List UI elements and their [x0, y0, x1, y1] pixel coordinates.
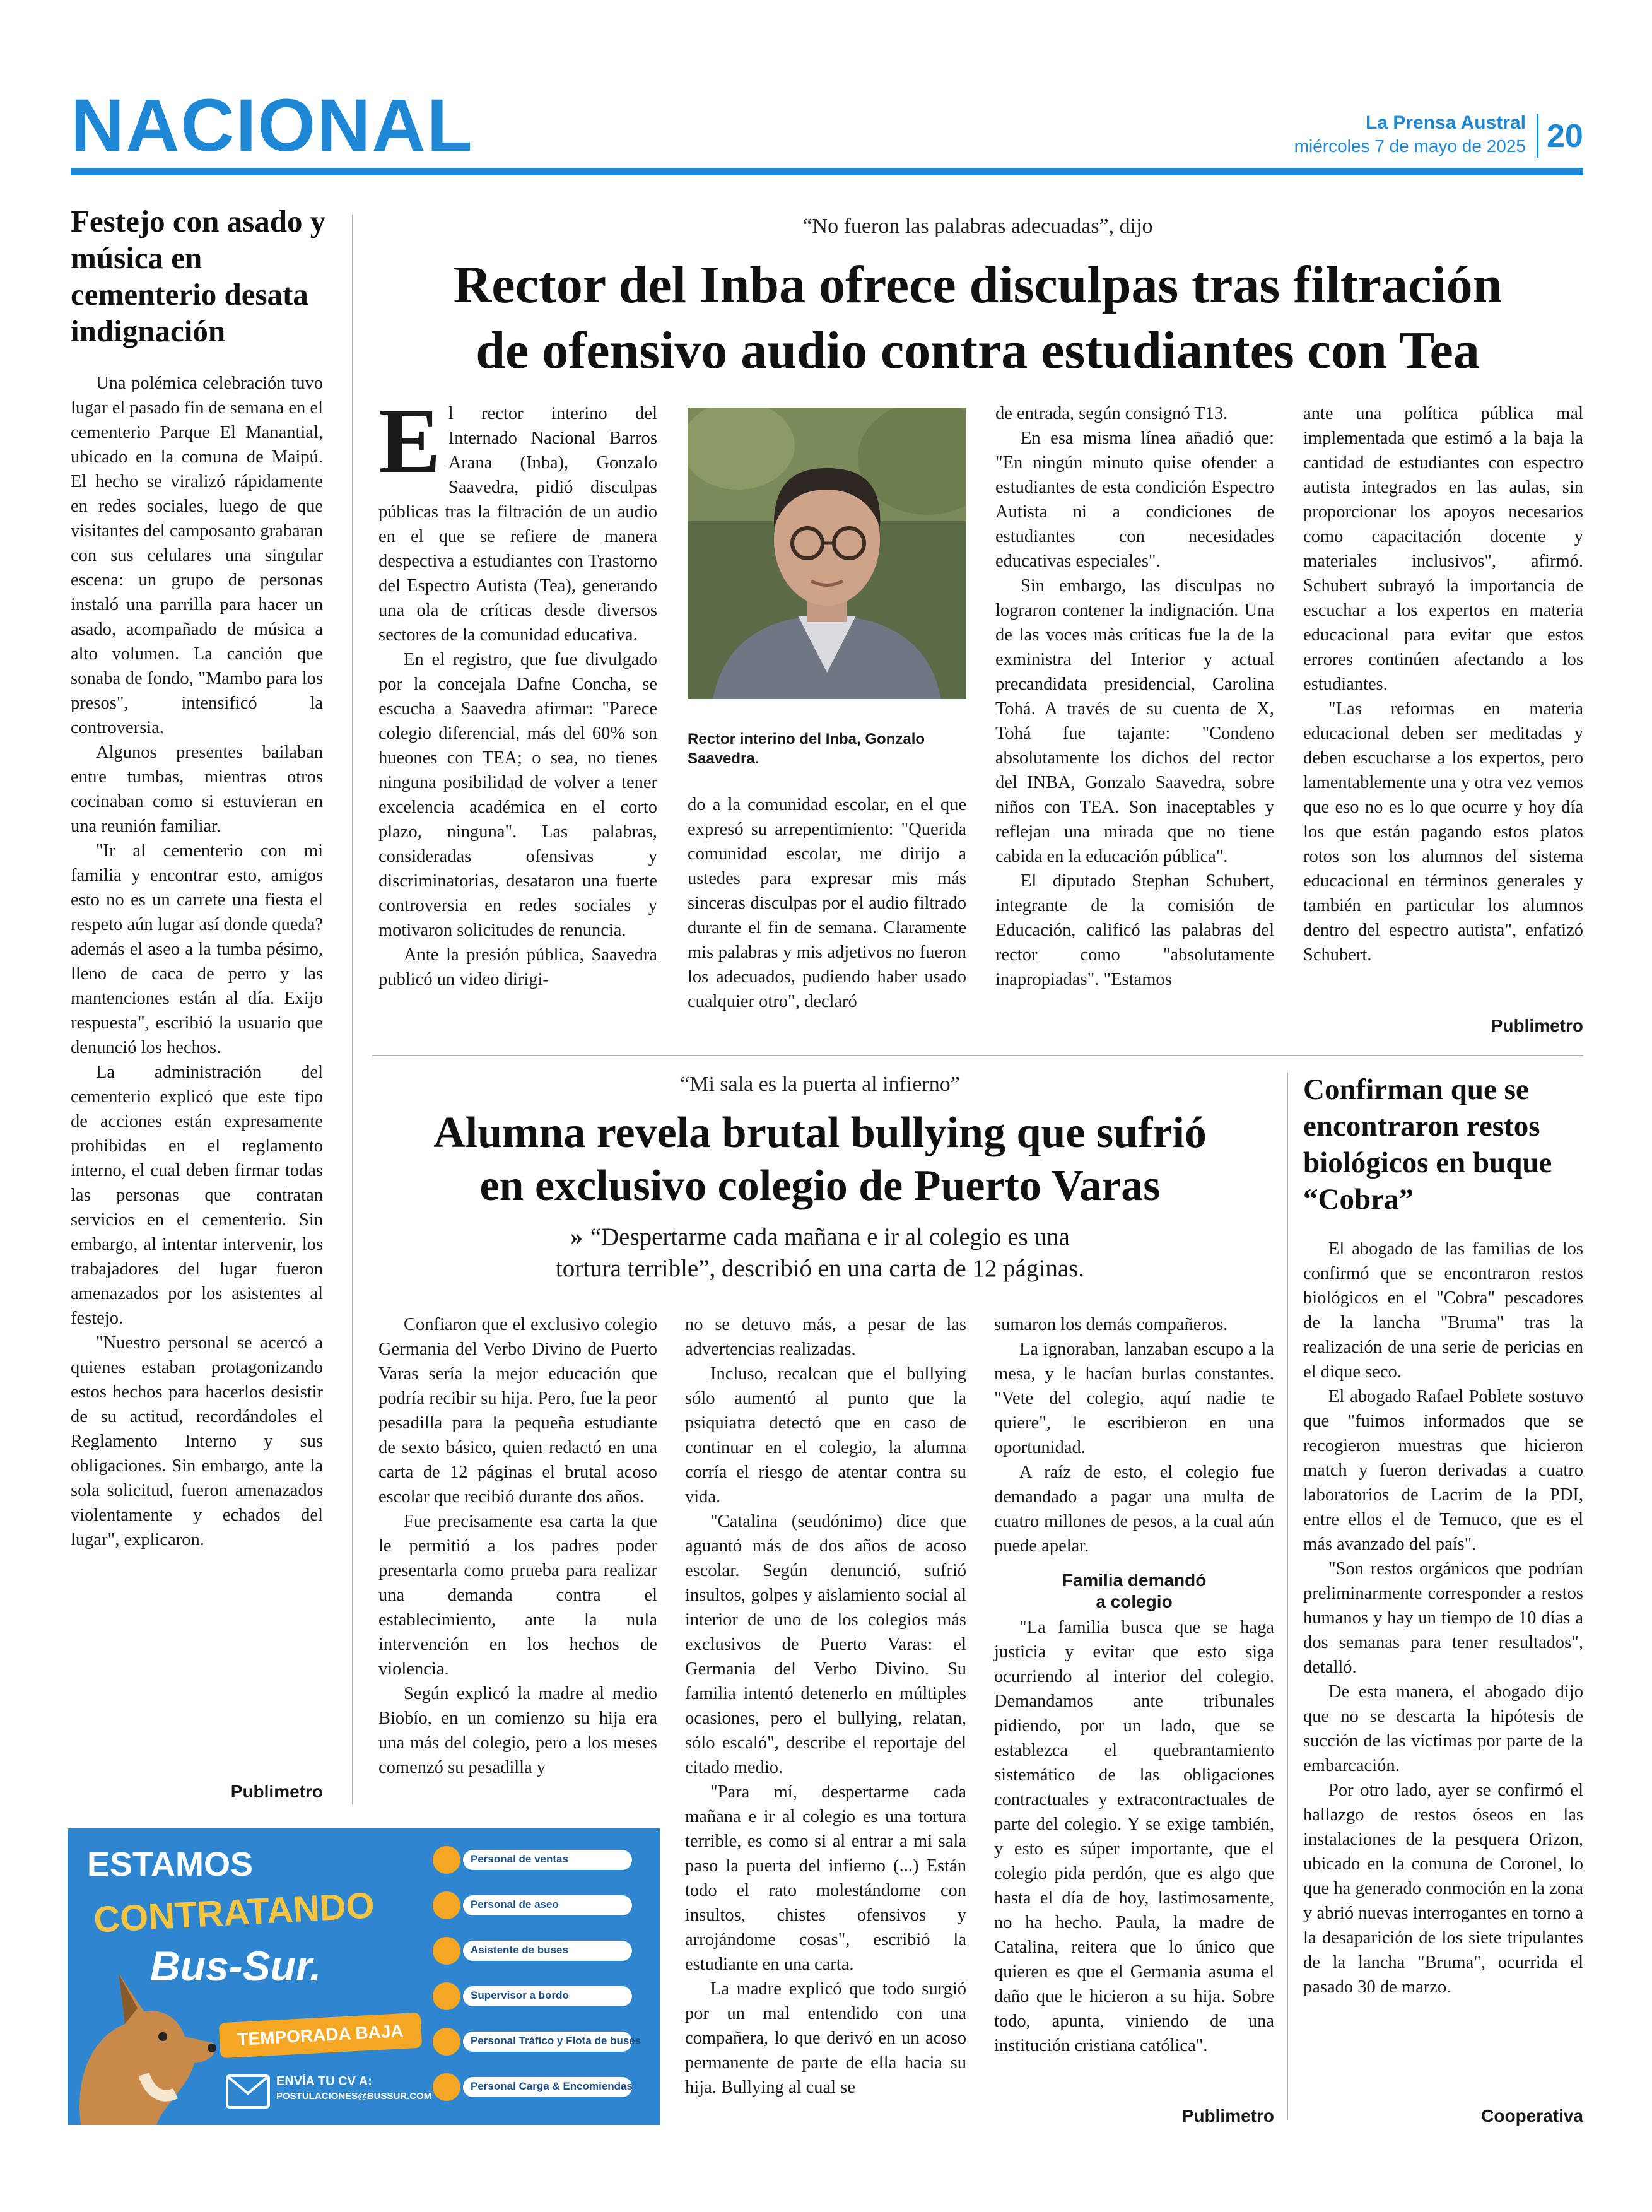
ad-position-item: [433, 1891, 635, 1919]
festejo-paragraph: "Nuestro personal se acercó a quienes estaban protagonizando estos hechos para hacerlos desistir de su actitud, recordándoles el Reglamento Interno y sus obligaciones. Sin embargo, ante la sola solicitud, fueron amenazados violentamente y echados del lugar", explicaron.: [71, 1333, 323, 1550]
deck-line: “Despertarme cada mañana e ir al colegio es una: [590, 1223, 1070, 1250]
rector-column-4: [1303, 401, 1583, 967]
ad-badge-text: TEMPORADA BAJA: [237, 2021, 404, 2049]
bullying-paragraph: "Para mí, despertarme cada mañana e ir al colegio es una tortura terrible, es como si al entrar a mi sala paso la puerta del infierno (...) Están todo el rato molestándome con insultos, chistes ofensivos y arrojándome cosas", escribió la estudiante en una carta.: [685, 1782, 966, 1974]
bullying-headline-line: en exclusivo colegio de Puerto Varas: [479, 1162, 1161, 1210]
bullying-paragraph: "Catalina (seudónimo) dice que aguantó más de dos años de acoso escolar. Según denunció, sufrió insultos, golpes y aislamiento social al interior de uno de los colegios más exclusivos de Puerto Varas: el Germania del Verbo Divino. Su familia intentó detenerlo en múltiples ocasiones, pero el bullying, relatan, sólo escaló", describe el reportaje del citado medio.: [685, 1512, 966, 1777]
position-icon: [433, 2028, 460, 2056]
ad-cv-label: ENVÍA TU CV A:: [276, 2074, 372, 2088]
deck-line: tortura terrible”, describió en una carta de 12 páginas.: [555, 1255, 1085, 1282]
bullying-column-3: [994, 1312, 1274, 2058]
rector-photo-caption: Rector interino del Inba, Gonzalo Saavedra.: [688, 731, 925, 767]
bullying-deck: [372, 1221, 1268, 1285]
bullying-paragraph: sumaron los demás compañeros.: [994, 1315, 1228, 1334]
cobra-credit: Cooperativa: [1481, 2106, 1583, 2126]
issue-date: miércoles 7 de mayo de 2025: [1294, 136, 1526, 156]
rector-paragraph: En esa misma línea añadió que: "En ningún minuto quise ofender a estudiantes de esta condición Espectro Autista ni a condiciones de estudiantes con necesidades educativas especiales".: [995, 428, 1274, 571]
dog-mascot-icon: [68, 1948, 232, 2125]
ad-badge: [219, 2013, 422, 2059]
rector-dropcap: E: [378, 389, 441, 493]
cobra-paragraph: El abogado de las familias de los confirmó que se encontraron restos biológicos en el "Cobra" pescadores de la lancha "Bruma" tras la realización de una serie de pericias en el dique seco.: [1303, 1239, 1583, 1382]
position-label: Personal Tráfico y Flota de buses: [471, 2035, 641, 2047]
rector-credit: Publimetro: [1491, 1016, 1583, 1035]
rector-paragraph: ante una política pública mal implementada que estimó a la baja la cantidad de estudiantes con espectro autista integrados en las aulas, sin proporcionar los apoyos necesarios como capacitación docente y materiales inclusivos", afirmó. Schubert subrayó la importancia de escuchar a los expertos en materia educacional para evitar que estos errores continúen afectando a los estudiantes.: [1303, 404, 1583, 694]
festejo-credit: Publimetro: [230, 1782, 323, 1801]
deck-marker-icon: »: [570, 1223, 583, 1250]
rector-paragraph: de entrada, según consignó T13.: [995, 404, 1228, 423]
story-divider: [372, 1055, 1583, 1056]
ad-cv-email[interactable]: POSTULACIONES@BUSSUR.COM: [276, 2091, 432, 2102]
rector-paragraph: "Las reformas en materia educacional deben ser meditadas y deben escucharse a los expertos, pero lamentablemente una y otra vez vemos que eso no es lo que ocurre y hoy día los que están pagando estos platos rotos son los alumnos del sistema educacional en términos generales y también en particular los alumnos dentro del espectro autista", enfatizó Schubert.: [1303, 699, 1583, 965]
festejo-paragraph: La administración del cementerio explicó que este tipo de acciones están expresamente prohibidas en el reglamento interno, el cual deben firmar todas las personas que contratan servicios en el cementerio. Sin embargo, al intentar intervenir, los trabajadores del lugar fueron amenazados por los asistentes al festejo.: [71, 1062, 323, 1328]
bullying-paragraph: "La familia busca que se haga justicia y evitar que esto siga ocurriendo al interior del colegio. Demandamos ante tribunales pidiendo, por un lado, que se establezca el quebrantamiento sistemático de las obligaciones contractuales y extracontractuales de parte del colegio. Y se exige también, y esto es súper importante, que el colegio pida perdón, que es algo que hasta el día de hoy, lastimosamente, no ha hecho. Paula, la madre de Catalina, reitera que lo único que quieren es que el Germania asuma el daño que le hicieron a su hija. Sobre todo, apunta, viniendo de una institución cristiana católica".: [994, 1618, 1274, 2056]
rector-headline-line: de ofensivo audio contra estudiantes con Tea: [476, 321, 1480, 380]
column-divider: [352, 215, 353, 1804]
page-number: 20: [1547, 118, 1583, 155]
bullying-paragraph: Incluso, recalcan que el bullying sólo aumentó al punto que la psiquiatra detectó que en caso de continuar en el colegio, la alumna corría el riesgo de atentar contra su vida.: [685, 1364, 966, 1507]
ad-position-item: [433, 1937, 635, 1965]
bullying-column-2: [685, 1312, 966, 2100]
rector-paragraph: En el registro, que fue divulgado por la concejala Dafne Concha, se escucha a Saavedra afirmar: "Parece colegio diferencial, más del 60% son hueones con TEA; o sea, no tienes ninguna posibilidad de volver a tener excelencia académica en el corto plazo, ninguna". Las palabras, consideradas ofensivas y discriminatorias, desataron una fuerte controversia en redes sociales y motivaron solicitudes de renuncia.: [378, 650, 657, 940]
rector-headline: [372, 252, 1583, 384]
rector-photo: [688, 408, 966, 699]
rector-column-2: [688, 792, 966, 1014]
festejo-headline: Festejo con asado y música en cementerio desata indignación: [71, 204, 326, 348]
rector-paragraph: Sin embargo, las disculpas no lograron contener la indignación. Una de las voces más críticas fue la de la exministra del Interior y actual precandidata presidencial, Carolina Tohá. A través de su cuenta de X, Tohá fue tajante: "Condeno absolutamente los dichos del rector del INBA, Gonzalo Saavedra, sobre niños con TEA. Son inaceptables y reflejan una mirada que no tiene cabida en la educación pública".: [995, 576, 1274, 866]
bullying-kicker: “Mi sala es la puerta al infierno”: [680, 1073, 960, 1096]
rector-headline-line: Rector del Inba ofrece disculpas tras filtración: [453, 256, 1503, 314]
festejo-paragraph: Algunos presentes bailaban entre tumbas, mientras otros cocinaban como si estuvieran en una reunión familiar.: [71, 743, 323, 836]
section-title: NACIONAL: [71, 84, 474, 167]
bullying-column-1: [378, 1312, 657, 1780]
rector-paragraph: Ante la presión pública, Saavedra publicó un video dirigi-: [378, 945, 657, 989]
bullying-credit: Publimetro: [1181, 2106, 1274, 2126]
rector-paragraph: El diputado Stephan Schubert, integrante de la comisión de Educación, calificó las palabras del rector como "absolutamente inapropiadas". "Estamos: [995, 871, 1274, 989]
bullying-paragraph: Según explicó la madre al medio Biobío, en un comienzo su hija era una más del colegio, pero a los meses comenzó su pesadilla y: [378, 1684, 657, 1777]
cobra-headline: Confirman que se encontraron restos biológicos en buque “Cobra”: [1303, 1073, 1552, 1216]
bullying-headline: [372, 1107, 1268, 1213]
position-label: Supervisor a bordo: [471, 1989, 569, 2001]
festejo-body: [71, 371, 323, 1552]
rector-portrait-image: [688, 408, 966, 699]
subhead-line: Familia demandó: [1062, 1570, 1207, 1590]
rector-column-1: [378, 389, 657, 992]
bullying-paragraph: Fue precisamente esa carta la que le permitió a los padres poder presentarla como prueba para realizar una demanda contra el establecimiento, ante la nula intervención en los hechos de violencia.: [378, 1512, 657, 1679]
bullying-paragraph: no se detuvo más, a pesar de las advertencias realizadas.: [685, 1315, 966, 1359]
column-divider: [1287, 1073, 1288, 2120]
header-rule: [71, 168, 1583, 175]
position-icon: [433, 1937, 460, 1965]
newspaper-name: La Prensa Austral: [1366, 112, 1526, 133]
page-number-divider: [1537, 114, 1538, 158]
ad-position-item: [433, 1846, 635, 1874]
ad-position-item: [433, 2028, 641, 2056]
festejo-paragraph: "Ir al cementerio con mi familia y encontrar esto, amigos esto no es un carrete una fiesta el respeto aún lugar así donde queda? además el aseo a la tumba pésimo, lleno de caca de perro y las mantenciones están al día. Exijo respuesta", escribió la usuario que denunció los hechos.: [71, 841, 323, 1057]
cobra-paragraph: El abogado Rafael Poblete sostuvo que "fuimos informados que se recogieron muestras que hicieron match y fueron derivadas a cuatro laboratorios de Lacrim de la PDI, entre ellos el de Temuco, que es el más avanzado del país".: [1303, 1387, 1583, 1554]
ad-position-item: [433, 1982, 635, 2010]
position-icon: [433, 1846, 460, 1874]
bullying-paragraph: La madre explicó que todo surgió por un mal entendido con una compañera, lo que derivó en un acoso permanente de parte de ella hacia su hija. Bullying al cual se: [685, 1979, 966, 2097]
cobra-body: [1303, 1237, 1583, 1999]
cobra-paragraph: De esta manera, el abogado dijo que no se descarta la hipótesis de succión de las víctimas por parte de la embarcación.: [1303, 1682, 1583, 1775]
position-label: Personal de ventas: [471, 1853, 568, 1865]
position-label: Asistente de buses: [471, 1944, 568, 1956]
bullying-subhead: [994, 1570, 1274, 1613]
bullying-paragraph: Confiaron que el exclusivo colegio Germania del Verbo Divino de Puerto Varas sería la mejor educación que podría recibir su hija. Pero, fue la peor pesadilla para la pequeña estudiante de sexto básico, quien redactó en una carta de 12 páginas el brutal acoso escolar que recibió durante dos años.: [378, 1315, 657, 1507]
mail-icon: [226, 2074, 270, 2109]
bullying-headline-line: Alumna revela brutal bullying que sufrió: [433, 1109, 1207, 1157]
position-icon: [433, 2073, 460, 2101]
rector-paragraph: l rector interino del Internado Nacional Barros Arana (Inba), Gonzalo Saavedra, pidió disculpas públicas tras la filtración de un audio en el que se refiere de manera despectiva a estudiantes con Trastorno del Espectro Autista (Tea), generando una ola de críticas desde diversos sectores de la comunidad educativa.: [378, 404, 657, 645]
ad-line-1: ESTAMOS: [87, 1845, 254, 1883]
position-icon: [433, 1982, 460, 2010]
festejo-paragraph: Una polémica celebración tuvo lugar el pasado fin de semana en el cementerio Parque El Manantial, ubicado en la comuna de Maipú. El hecho se viralizó rápidamente en redes sociales, luego de que visitantes del camposanto grabaran con sus celulares una singular escena: un grupo de personas instaló una parrilla para hacer un asado, acompañado de música a alto volumen. La canción que sonaba de fondo, "Mambo para los presos", intensificó la controversia.: [71, 374, 323, 738]
position-label: Personal Carga & Encomiendas: [471, 2080, 633, 2092]
bullying-paragraph: La ignoraban, lanzaban escupo a la mesa, y le hacían burlas constantes. "Vete del colegio, aquí nadie te quiere", le escribieron en una oportunidad.: [994, 1339, 1274, 1457]
subhead-line: a colegio: [1096, 1592, 1173, 1611]
position-icon: [433, 1891, 460, 1919]
ad-line-2: CONTRATANDO: [92, 1885, 376, 1941]
rector-column-3: [995, 401, 1274, 992]
ad-brand-logo: Bus-Sur.: [150, 1943, 322, 1989]
bus-sur-job-ad[interactable]: [68, 1828, 660, 2125]
cobra-paragraph: "Son restos orgánicos que podrían preliminarmente corresponder a restos humanos y hay un tiempo de 10 días a dos semanas para tener resultados", detalló.: [1303, 1559, 1583, 1677]
bullying-paragraph: A raíz de esto, el colegio fue demandado a pagar una multa de cuatro millones de pesos, a la cual aún puede apelar.: [994, 1462, 1274, 1556]
position-label: Personal de aseo: [471, 1898, 559, 1910]
cobra-paragraph: Por otro lado, ayer se confirmó el hallazgo de restos óseos en las instalaciones de la pesquera Orizon, ubicado en la comuna de Coronel, lo que ha generado conmoción en la zona y abrió nuevas interrogantes en torno a la desaparición de los siete tripulantes de la lancha "Bruma", ocurrida el pasado 30 de marzo.: [1303, 1780, 1583, 1997]
rector-kicker: “No fueron las palabras adecuadas”, dijo: [802, 215, 1153, 238]
ad-position-item: [433, 2073, 635, 2101]
rector-paragraph: do a la comunidad escolar, en el que expresó su arrepentimiento: "Querida comunidad escolar, me dirijo a ustedes para expresar mis más sinceras disculpas por el audio filtrado durante el fin de semana. Claramente mis palabras y mis adjetivos no fueron los adecuados, pudiendo haber usado cualquier otro", declaró: [688, 795, 966, 1011]
